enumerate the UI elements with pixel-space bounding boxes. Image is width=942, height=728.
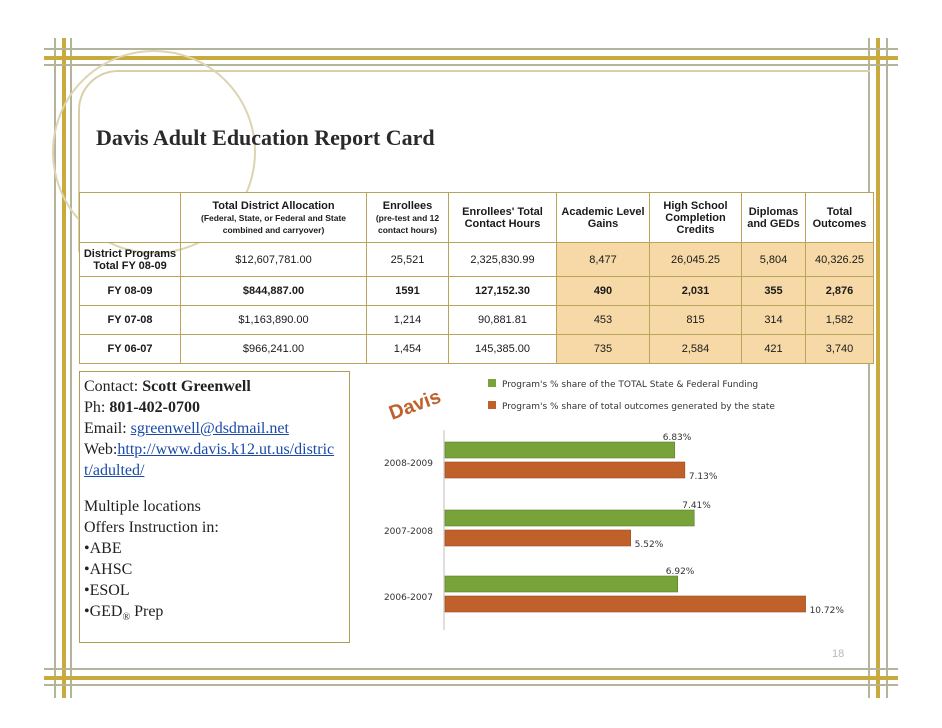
web-line — [84, 439, 345, 481]
cell-level-gains: 453 — [557, 306, 650, 335]
phone-line — [84, 397, 345, 418]
header-main: Total Outcomes — [812, 205, 867, 230]
header-cell — [80, 193, 181, 243]
email-link[interactable]: sgreenwell@dsdmail.net — [130, 420, 289, 437]
header-main: Diplomas and GEDs — [747, 205, 800, 230]
cell-diplomas: 314 — [742, 306, 806, 335]
cell-contact-hours: 2,325,830.99 — [449, 243, 557, 277]
header-cell — [806, 193, 874, 243]
locations-text: Multiple locations — [84, 498, 201, 515]
header-main: High School Completion Credits — [663, 199, 728, 236]
frame-right-gold — [876, 38, 880, 698]
cell-diplomas: 355 — [742, 277, 806, 306]
cell-outcomes: 3,740 — [806, 335, 874, 364]
cell-hs-credits: 2,584 — [650, 335, 742, 364]
cell-outcomes: 40,326.25 — [806, 243, 874, 277]
legend-swatch-funding — [488, 379, 496, 387]
cell-enrollees: 1,454 — [367, 335, 449, 364]
cell-enrollees: 25,521 — [367, 243, 449, 277]
header-main: Enrollees — [382, 199, 433, 212]
header-cell — [367, 193, 449, 243]
cell-enrollees: 1,214 — [367, 306, 449, 335]
header-main: Total District Allocation — [212, 199, 335, 212]
contact-name: Scott Greenwell — [142, 378, 251, 395]
legend-label-outcomes: Program's % share of total outcomes generated by the state — [502, 402, 775, 412]
cell-allocation: $12,607,781.00 — [181, 243, 367, 277]
bar-outcomes-share — [445, 596, 806, 612]
category-label: 2008-2009 — [383, 459, 433, 469]
cell-allocation: $844,887.00 — [181, 277, 367, 306]
cell-contact-hours: 90,881.81 — [449, 306, 557, 335]
table-row — [80, 277, 874, 306]
header-main: Enrollees' Total Contact Hours — [462, 205, 543, 230]
cell-diplomas: 421 — [742, 335, 806, 364]
legend-swatch-outcomes — [488, 401, 496, 409]
row-label: FY 08-09 — [80, 277, 181, 306]
cell-allocation: $966,241.00 — [181, 335, 367, 364]
email-prefix: Email: — [84, 420, 131, 437]
program-item: •ABE — [84, 540, 122, 557]
spacer — [84, 481, 345, 496]
web-link-part2[interactable]: t/adulted/ — [84, 462, 145, 479]
cell-hs-credits: 2,031 — [650, 277, 742, 306]
contact-prefix: Contact: — [84, 378, 143, 395]
header-sub: (pre-test and 12 contact hours) — [375, 212, 440, 235]
cell-level-gains: 490 — [557, 277, 650, 306]
phone-prefix: Ph: — [84, 399, 110, 416]
page-number: 18 — [832, 648, 845, 660]
bar-outcomes-share — [445, 462, 685, 478]
header-sub: (Federal, State, or Federal and State combined and carryover) — [200, 212, 346, 235]
offers-text: Offers Instruction in: — [84, 519, 219, 536]
cell-diplomas: 5,804 — [742, 243, 806, 277]
bar-funding-share — [445, 510, 694, 526]
header-cell — [557, 193, 650, 243]
program-item: •AHSC — [84, 561, 133, 578]
bar-funding-share — [445, 576, 678, 592]
cell-contact-hours: 145,385.00 — [449, 335, 557, 364]
chart-bars — [384, 433, 844, 616]
frame-bottom-gray — [44, 668, 898, 670]
cell-enrollees: 1591 — [367, 277, 449, 306]
header-cell — [742, 193, 806, 243]
header-main: Academic Level Gains — [561, 205, 645, 230]
ged-suffix: Prep — [130, 603, 164, 620]
table-header-row — [80, 193, 874, 243]
bar-value-label: 6.83% — [662, 433, 692, 443]
bar-funding-share — [445, 442, 675, 458]
cell-contact-hours: 127,152.30 — [449, 277, 557, 306]
row-label: FY 06-07 — [80, 335, 181, 364]
page-title: Davis Adult Education Report Card — [96, 125, 435, 150]
cell-level-gains: 8,477 — [557, 243, 650, 277]
registered-mark: ® — [122, 612, 131, 624]
email-line — [84, 418, 345, 439]
web-prefix: Web: — [84, 441, 118, 458]
contact-line — [84, 376, 345, 397]
row-label: FY 07-08 — [80, 306, 181, 335]
table-row — [80, 335, 874, 364]
frame-right-gray-2 — [886, 38, 888, 698]
cell-outcomes: 1,582 — [806, 306, 874, 335]
bar-value-label: 7.13% — [688, 472, 718, 482]
bar-value-label: 10.72% — [809, 606, 844, 616]
phone-number: 801-402-0700 — [109, 399, 200, 416]
cell-level-gains: 735 — [557, 335, 650, 364]
web-link-part1[interactable]: http://www.davis.k12.ut.us/distric — [117, 441, 335, 458]
legend-label-funding: Program's % share of the TOTAL State & Federal Funding — [502, 380, 759, 390]
table-row — [80, 306, 874, 335]
row-label: District Programs Total FY 08-09 — [80, 243, 181, 277]
bar-value-label: 7.41% — [682, 501, 711, 511]
table-row — [80, 243, 874, 277]
cell-outcomes: 2,876 — [806, 277, 874, 306]
funding-outcomes-chart — [360, 370, 844, 640]
program-item: •ESOL — [84, 582, 130, 599]
header-cell — [650, 193, 742, 243]
header-cell — [181, 193, 367, 243]
frame-top-gray — [44, 48, 898, 50]
program-item-ged — [84, 601, 345, 628]
bar-outcomes-share — [445, 530, 631, 546]
ged-prefix: •GED — [84, 603, 123, 620]
cell-allocation: $1,163,890.00 — [181, 306, 367, 335]
cell-hs-credits: 815 — [650, 306, 742, 335]
report-card-table — [79, 192, 874, 364]
bar-value-label: 5.52% — [634, 540, 664, 550]
cell-hs-credits: 26,045.25 — [650, 243, 742, 277]
frame-bottom-gold — [44, 676, 898, 680]
bar-value-label: 6.92% — [665, 567, 695, 577]
category-label: 2006-2007 — [383, 593, 433, 603]
chart-watermark: Davis — [386, 385, 444, 425]
header-cell — [449, 193, 557, 243]
category-label: 2007-2008 — [383, 527, 433, 537]
contact-panel — [79, 371, 350, 643]
frame-bottom-gray-2 — [44, 684, 898, 686]
